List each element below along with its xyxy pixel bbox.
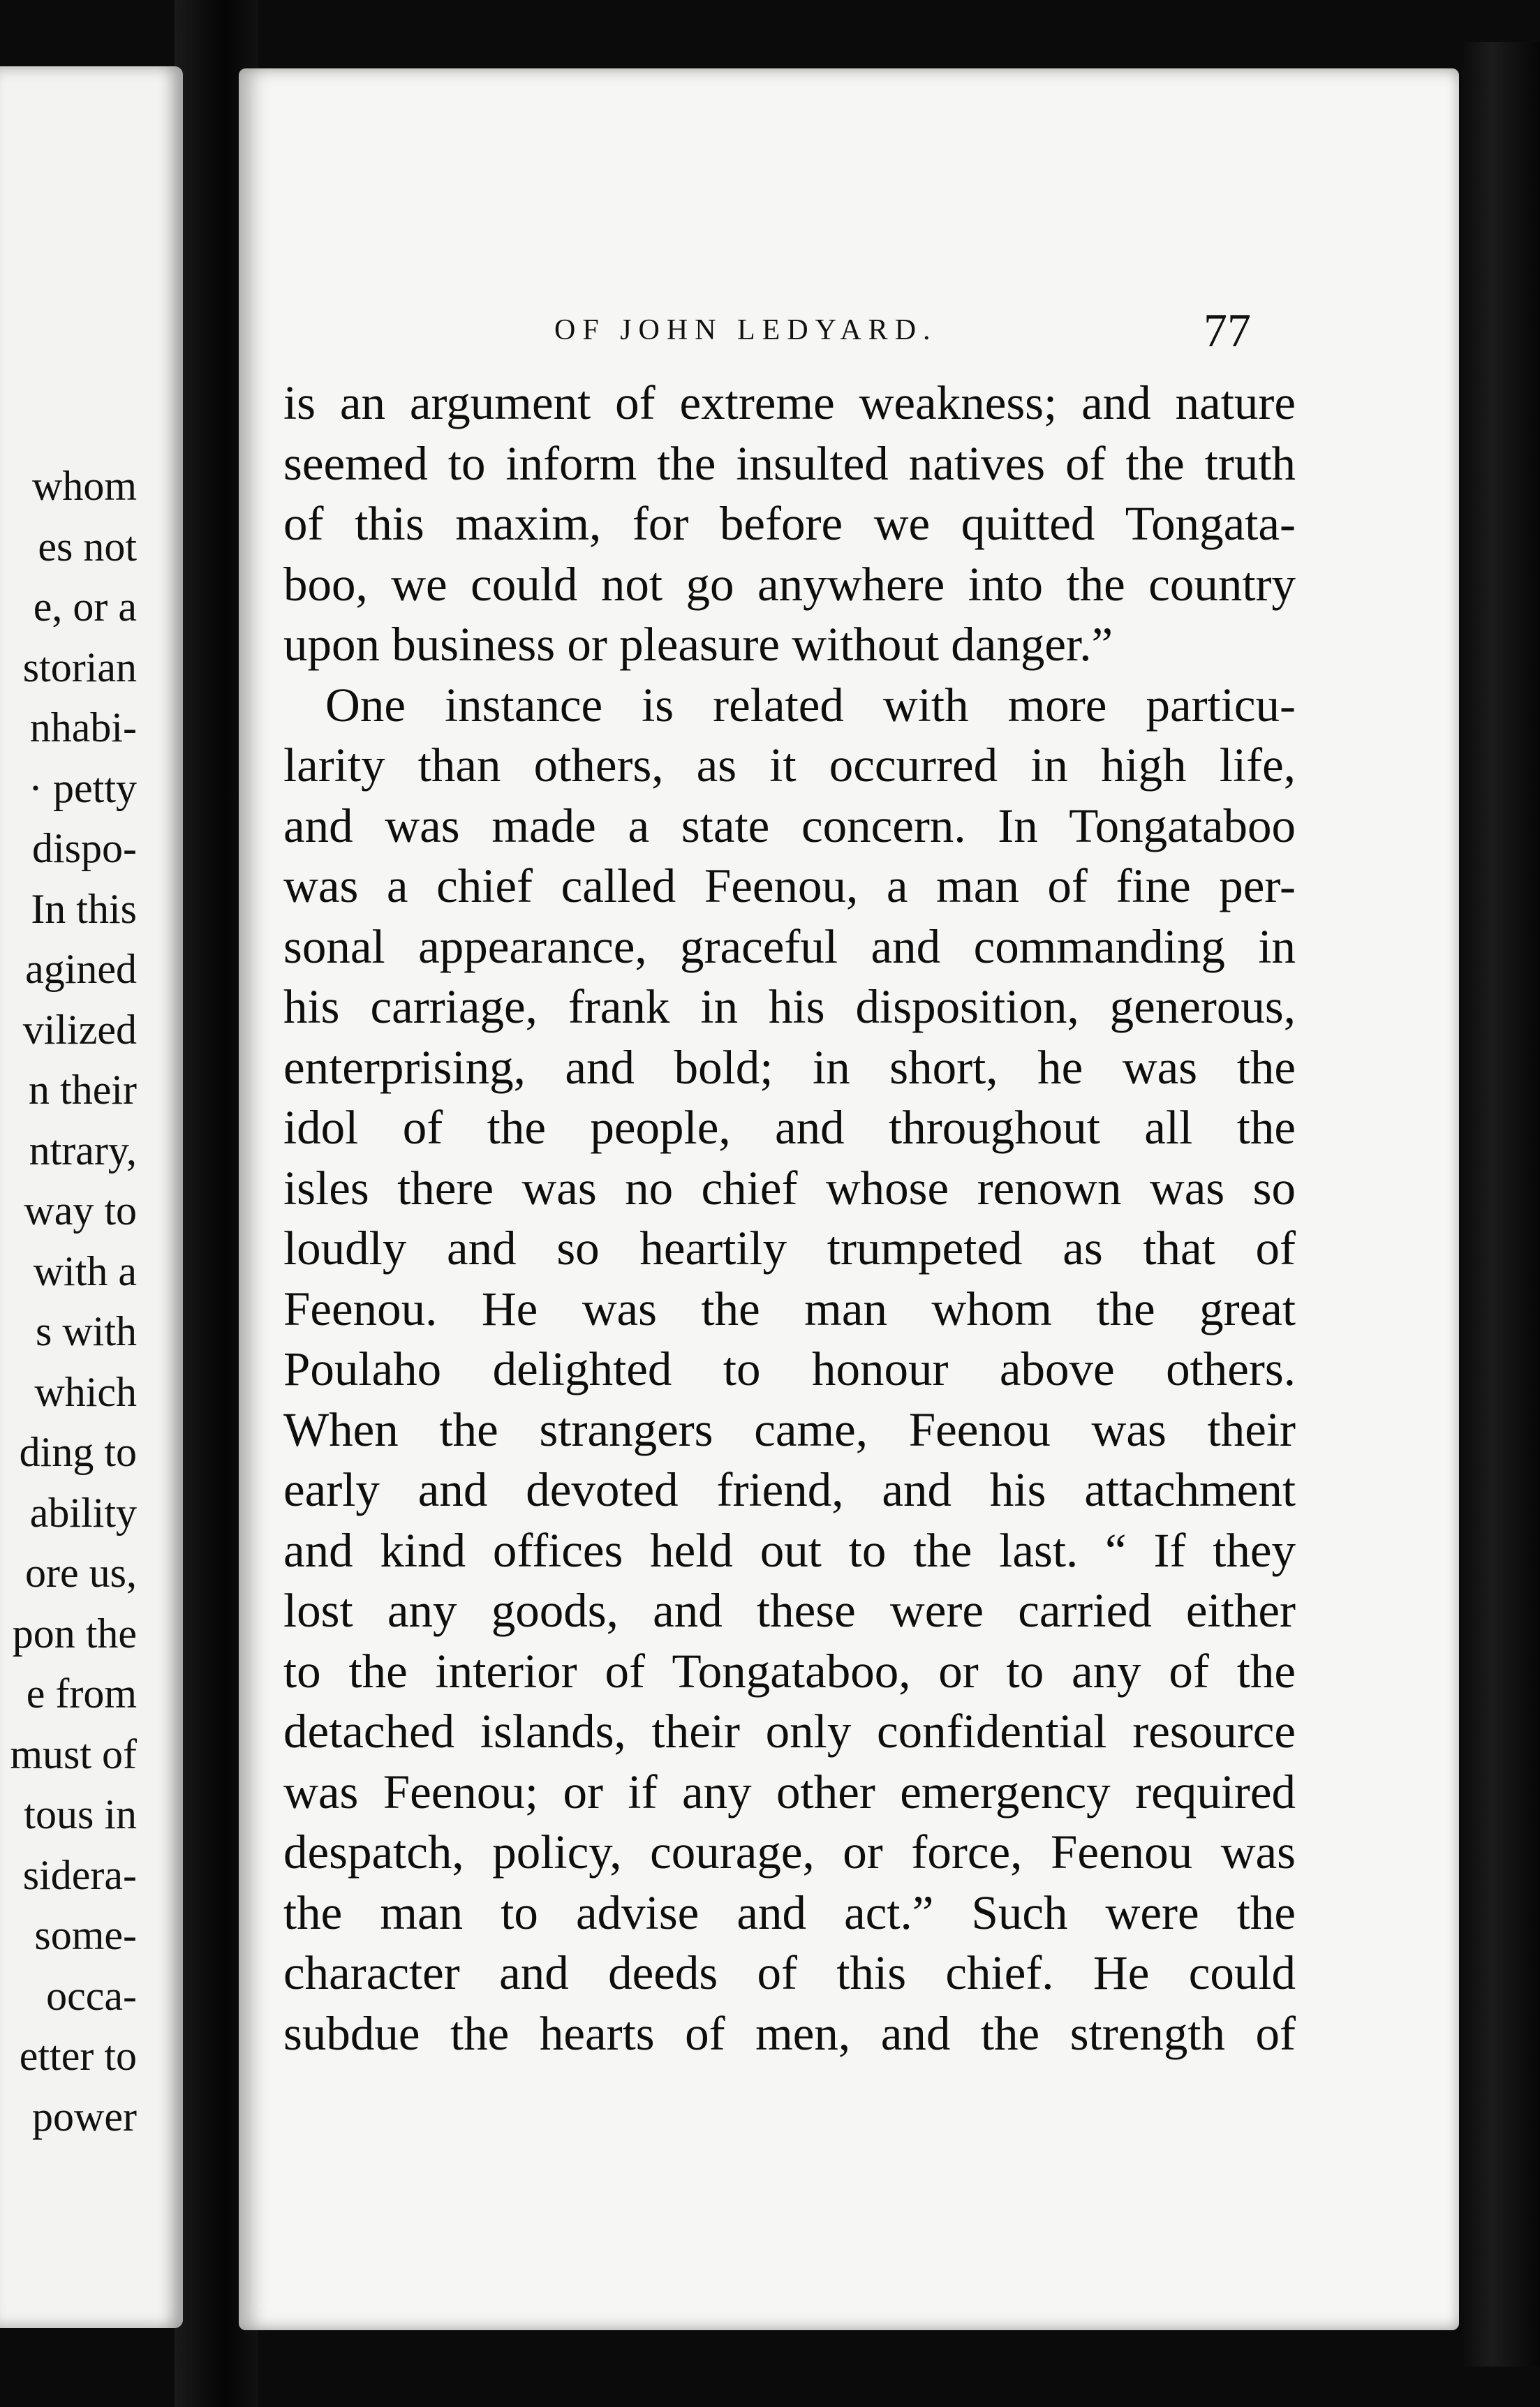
- text-line: and kind offices held out to the last. “ If they: [283, 1524, 1296, 1577]
- left-line: ability: [29, 1490, 137, 1536]
- text-line: sonal appearance, graceful and commanding in: [283, 920, 1296, 973]
- left-line: way to: [24, 1187, 137, 1234]
- left-line: · petty: [29, 765, 137, 811]
- left-line: e from: [26, 1671, 137, 1717]
- text-line: was Feenou; or if any other emergency required: [283, 1765, 1296, 1819]
- text-line: loudly and so heartily trumpeted as that of: [283, 1222, 1296, 1275]
- left-page-fragment: [0, 66, 183, 2328]
- text-line: character and deeds of this chief. He could: [283, 1946, 1296, 1999]
- text-line: and was made a state concern. In Tongataboo: [283, 799, 1296, 852]
- left-line: n their: [29, 1067, 137, 1113]
- left-line: sidera-: [22, 1852, 137, 1898]
- text-line: upon business or pleasure without danger.”: [283, 618, 1113, 671]
- text-line: larity than others, as it occurred in high life,: [283, 739, 1296, 792]
- left-line: some-: [34, 1912, 137, 1958]
- left-line: which: [34, 1369, 137, 1415]
- text-line: When the strangers came, Feenou was their: [283, 1403, 1296, 1456]
- left-line: storian: [22, 644, 137, 690]
- text-line: the man to advise and act.” Such were the: [283, 1886, 1296, 1939]
- left-line: es not: [38, 524, 137, 570]
- left-line: ore us,: [25, 1550, 137, 1596]
- left-line: pon the: [12, 1610, 137, 1657]
- text-line: of this maxim, for before we quitted Tongata-: [283, 497, 1296, 550]
- text-line: early and devoted friend, and his attachment: [283, 1463, 1296, 1516]
- left-line: ntrary,: [29, 1127, 137, 1173]
- text-line: idol of the people, and throughout all the: [283, 1101, 1296, 1154]
- text-line: was a chief called Feenou, a man of fine per-: [283, 859, 1296, 912]
- text-line: Feenou. He was the man whom the great: [283, 1282, 1296, 1335]
- text-line: boo, we could not go anywhere into the country: [283, 558, 1296, 611]
- text-line: is an argument of extreme weakness; and nature: [283, 376, 1296, 429]
- page-number: 77: [1204, 304, 1251, 357]
- text-line: Poulaho delighted to honour above others.: [283, 1342, 1296, 1395]
- right-page: [239, 68, 1459, 2330]
- left-line: tous in: [24, 1791, 137, 1837]
- text-line: detached islands, their only confidential resource: [283, 1705, 1296, 1758]
- left-line: whom: [32, 463, 137, 509]
- text-line: his carriage, frank in his disposition, generous,: [283, 980, 1296, 1033]
- left-line: vilized: [22, 1007, 137, 1053]
- left-line: nhabi-: [29, 704, 137, 750]
- left-line: occa-: [46, 1973, 137, 2019]
- left-line: ding to: [19, 1429, 137, 1475]
- left-line: with a: [33, 1248, 137, 1294]
- text-line: isles there was no chief whose renown was so: [283, 1162, 1296, 1215]
- left-line: s with: [35, 1308, 137, 1354]
- running-head: OF JOHN LEDYARD.: [554, 314, 938, 346]
- text-line: One instance is related with more particu-: [325, 679, 1296, 732]
- left-line: power: [32, 2094, 137, 2140]
- text-line: enterprising, and bold; in short, he was the: [283, 1041, 1296, 1094]
- left-line: In this: [31, 886, 137, 932]
- page-edge-shadow: [1459, 42, 1540, 2367]
- text-line: seemed to inform the insulted natives of the truth: [283, 437, 1296, 490]
- text-line: despatch, policy, courage, or force, Feenou was: [283, 1825, 1296, 1879]
- left-line: must of: [10, 1731, 137, 1777]
- left-line: e, or a: [33, 584, 137, 630]
- left-line: agined: [25, 946, 137, 992]
- left-line: dispo-: [32, 825, 137, 871]
- page-header: [239, 292, 1459, 369]
- text-line: to the interior of Tongataboo, or to any of the: [283, 1645, 1296, 1698]
- text-line: subdue the hearts of men, and the strength of: [283, 2007, 1296, 2060]
- text-line: lost any goods, and these were carried either: [283, 1584, 1296, 1637]
- left-line: etter to: [19, 2033, 137, 2079]
